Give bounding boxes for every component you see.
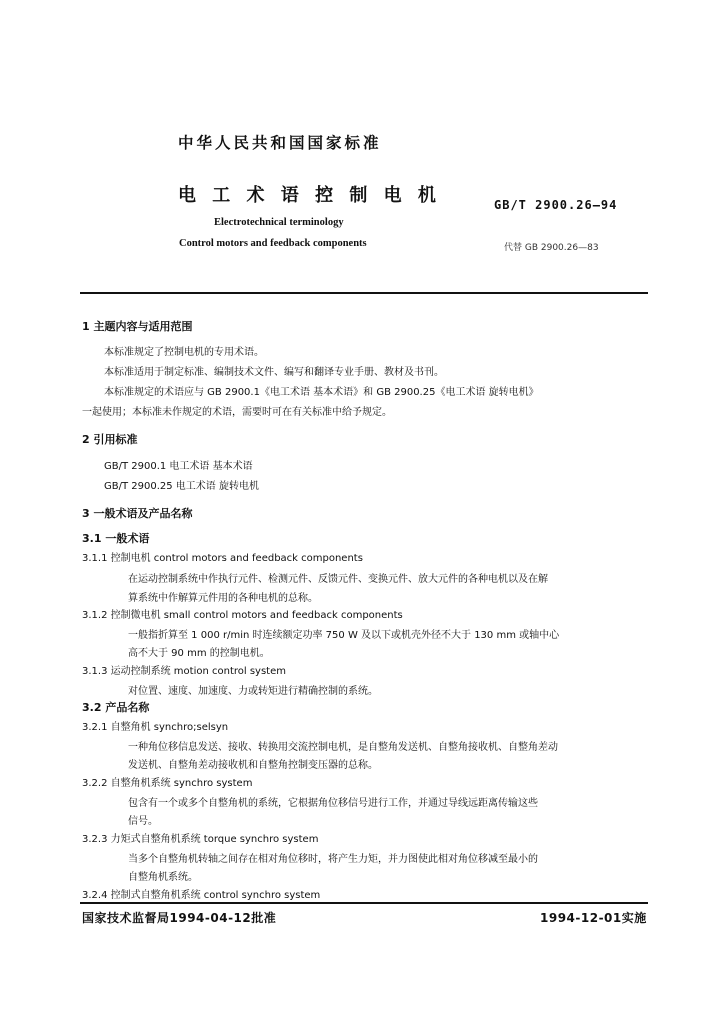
term-3-1-2: 3.1.2 控制微电机 small control motors and feedback components [82, 610, 403, 621]
replaces-note: 代替 GB 2900.26—83 [504, 243, 599, 253]
term-definition: 一般指折算至 1 000 r/min 时连续额定功率 750 W 及以下或机壳外径不大于 130 mm 或轴中心 [128, 630, 560, 641]
reference-item: GB/T 2900.25 电工术语 旋转电机 [104, 481, 259, 492]
document-title: 电 工 术 语 控 制 电 机 [178, 185, 441, 206]
approval-date: 国家技术监督局1994-04-12批准 [82, 911, 277, 925]
term-definition: 发送机、自整角差动接收机和自整角控制变压器的总称。 [128, 760, 378, 771]
term-3-2-3: 3.2.3 力矩式自整角机系统 torque synchro system [82, 834, 319, 845]
term-definition: 算系统中作解算元件用的各种电机的总称。 [128, 593, 318, 604]
section-2-heading: 2 引用标准 [82, 433, 138, 446]
implementation-date: 1994-12-01实施 [540, 911, 647, 925]
term-definition: 对位置、速度、加速度、力或转矩进行精确控制的系统。 [128, 686, 378, 697]
section-3-1-heading: 3.1 一般术语 [82, 532, 150, 545]
english-title-line-2: Control motors and feedback components [179, 238, 367, 249]
term-3-1-1: 3.1.1 控制电机 control motors and feedback components [82, 553, 363, 564]
section-3-2-heading: 3.2 产品名称 [82, 701, 150, 714]
term-3-2-4: 3.2.4 控制式自整角机系统 control synchro system [82, 890, 321, 901]
header-divider [80, 292, 648, 294]
paragraph: 本标准适用于制定标准、编制技术文件、编写和翻译专业手册、教材及书刊。 [104, 367, 444, 378]
term-definition: 包含有一个或多个自整角机的系统，它根据角位移信号进行工作，并通过导线远距离传输这些 [128, 798, 538, 809]
term-3-2-1: 3.2.1 自整角机 synchro;selsyn [82, 722, 229, 733]
term-definition: 自整角机系统。 [128, 872, 198, 883]
org-title: 中华人民共和国国家标准 [178, 134, 382, 152]
term-3-1-3: 3.1.3 运动控制系统 motion control system [82, 666, 286, 677]
term-definition: 一种角位移信息发送、接收、转换用交流控制电机，是自整角发送机、自整角接收机、自整角差动 [128, 742, 558, 753]
term-definition: 高不大于 90 mm 的控制电机。 [128, 648, 270, 659]
paragraph: 一起使用；本标准未作规定的术语，需要时可在有关标准中给予规定。 [82, 407, 392, 418]
term-3-2-2: 3.2.2 自整角机系统 synchro system [82, 778, 253, 789]
paragraph: 本标准规定的术语应与 GB 2900.1《电工术语 基本术语》和 GB 2900.25《电工术语 旋转电机》 [104, 387, 539, 398]
english-title-line-1: Electrotechnical terminology [214, 217, 344, 228]
section-1-heading: 1 主题内容与适用范围 [82, 320, 193, 333]
reference-item: GB/T 2900.1 电工术语 基本术语 [104, 461, 253, 472]
term-definition: 信号。 [128, 816, 158, 827]
standard-number: GB/T 2900.26—94 [494, 198, 618, 212]
paragraph: 本标准规定了控制电机的专用术语。 [104, 347, 264, 358]
term-definition: 在运动控制系统中作执行元件、检测元件、反馈元件、变换元件、放大元件的各种电机以及在解 [128, 574, 548, 585]
section-3-heading: 3 一般术语及产品名称 [82, 507, 193, 520]
term-definition: 当多个自整角机转轴之间存在相对角位移时，将产生力矩，并力图使此相对角位移减至最小的 [128, 854, 538, 865]
footer-divider [80, 902, 648, 904]
